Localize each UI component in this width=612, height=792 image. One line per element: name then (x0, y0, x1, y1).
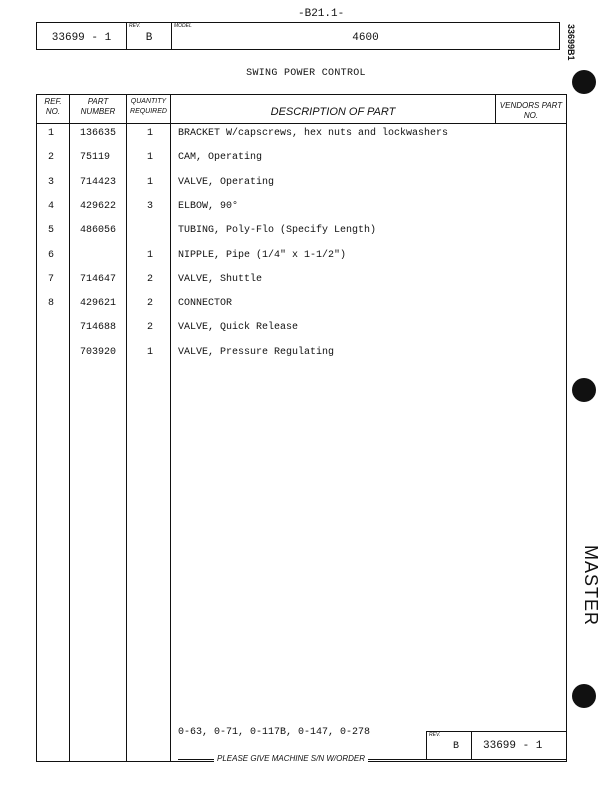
col-header-qty: QUANTITY REQUIRED (130, 98, 167, 115)
footer-rev-label: REV. (429, 732, 441, 738)
header-model-label: MODEL (174, 23, 192, 29)
ref-cell: 5 (48, 225, 55, 237)
table-row (37, 298, 566, 322)
table-row (37, 128, 566, 152)
quantity-cell: 2 (146, 322, 153, 334)
description-cell: NIPPLE, Pipe (1/4" x 1-1/2") (178, 249, 347, 261)
table-row (37, 274, 566, 298)
part-number-cell: 703920 (80, 346, 117, 358)
quantity-cell: 1 (146, 176, 153, 188)
part-number-cell: 429621 (80, 298, 117, 310)
part-number-cell: 429622 (80, 200, 117, 212)
description-cell: VALVE, Operating (178, 176, 275, 188)
parts-table (36, 94, 567, 762)
table-row (37, 201, 566, 225)
quantity-cell: 1 (146, 128, 153, 139)
footer-rev: B (453, 741, 460, 752)
header-model: 4600 (352, 32, 379, 44)
ref-cell: 6 (48, 249, 55, 261)
description-cell: BRACKET W/capscrews, hex nuts and lockwashers (178, 128, 449, 139)
ref-cell: 7 (48, 273, 55, 285)
ref-cell: 2 (48, 152, 55, 164)
header-rev-label: REV. (129, 23, 141, 29)
part-number-cell: 714423 (80, 176, 117, 188)
part-number-cell: 75119 (80, 152, 111, 164)
quantity-cell: 1 (146, 152, 153, 164)
footer-doc-number: 33699 - 1 (483, 740, 543, 752)
description-cell: CAM, Operating (178, 152, 263, 164)
quantity-cell: 1 (146, 346, 153, 358)
ref-cell: 8 (48, 298, 55, 310)
description-cell: VALVE, Shuttle (178, 273, 263, 285)
table-row (37, 225, 566, 249)
part-number-cell: 714688 (80, 322, 117, 334)
master-stamp: MASTER (581, 545, 601, 627)
page-code: -B21.1- (298, 8, 345, 20)
description-cell: TUBING, Poly-Flo (Specify Length) (178, 225, 377, 237)
table-row (37, 347, 566, 371)
section-title: SWING POWER CONTROL (246, 68, 366, 79)
ref-cell: 1 (48, 128, 55, 139)
header-doc-cell (37, 23, 127, 49)
header-model-cell (172, 23, 559, 49)
table-row (37, 250, 566, 274)
punch-hole (572, 70, 596, 94)
description-cell: VALVE, Pressure Regulating (178, 346, 335, 358)
footer-rev-box (426, 731, 567, 760)
quantity-cell: 2 (146, 298, 153, 310)
order-notice: PLEASE GIVE MACHINE S/N W/ORDER (214, 754, 368, 763)
table-row (37, 322, 566, 346)
part-number-cell: 714647 (80, 273, 117, 285)
punch-hole (572, 378, 596, 402)
header-doc-number: 33699 - 1 (51, 32, 112, 44)
header-rev: B (145, 32, 153, 44)
quantity-cell: 1 (146, 249, 153, 261)
quantity-cell: 3 (146, 200, 153, 212)
serial-note: 0-63, 0-71, 0-117B, 0-147, 0-278 (178, 727, 371, 738)
col-header-part: PART NUMBER (80, 97, 116, 116)
description-cell: VALVE, Quick Release (178, 322, 299, 334)
ref-cell: 3 (48, 176, 55, 188)
col-header-desc: DESCRIPTION OF PART (270, 106, 396, 118)
punch-hole (572, 684, 596, 708)
part-number-cell: 136635 (80, 128, 117, 139)
part-number-cell: 486056 (80, 225, 117, 237)
ref-cell: 4 (48, 200, 55, 212)
table-row (37, 152, 566, 176)
side-doc-number: 33699B1 (566, 24, 576, 61)
description-cell: CONNECTOR (178, 298, 233, 310)
col-header-vendor: VENDORS PART NO. (499, 101, 563, 120)
col-header-ref: REF. NO. (44, 97, 62, 116)
description-cell: ELBOW, 90° (178, 200, 239, 212)
quantity-cell: 2 (146, 273, 153, 285)
header-box (36, 22, 560, 50)
header-rev-cell (127, 23, 172, 49)
table-row (37, 177, 566, 201)
